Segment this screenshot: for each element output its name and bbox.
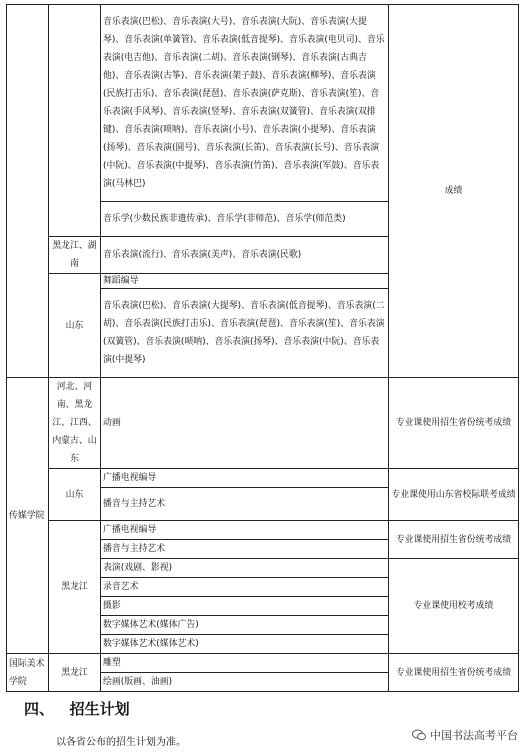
- major-cell: 广播电视编导: [101, 469, 389, 488]
- table-row: [7, 378, 519, 469]
- watermark: [412, 727, 518, 743]
- note-cell: 专业课使用招生省份统考成绩: [389, 378, 519, 469]
- major-cell: 摄影: [101, 597, 389, 616]
- major-cell: 数字媒体艺术(媒体艺术): [101, 635, 389, 654]
- college-cell: 传媒学院: [7, 378, 49, 654]
- college-cell: [7, 5, 49, 378]
- wechat-icon: [412, 729, 426, 741]
- major-cell: 动画: [101, 378, 389, 469]
- college-cell: 国际美术学院: [7, 654, 49, 692]
- watermark-text: 中国书法高考平台: [430, 729, 518, 742]
- province-cell: 黑龙江: [49, 654, 101, 692]
- major-cell: 音乐表演(巴松)、音乐表演(大提琴)、音乐表演(低音提琴)、音乐表演(二胡)、音乐表演(民族打击乐)、音乐表演(琵琶)、音乐表演(笙)、音乐表演(双簧管)、音乐表演(唢呐)、音乐表演(扬琴)、音乐表演(中阮)、音乐表演(中提琴): [101, 289, 389, 378]
- note-cell: 成绩: [389, 5, 519, 378]
- major-cell: 播音与主持艺术: [101, 488, 389, 521]
- major-cell: 数字媒体艺术(媒体广告): [101, 616, 389, 635]
- province-cell: 河北、河南、黑龙江、江西、内蒙古、山东: [49, 378, 101, 469]
- table-row: [7, 5, 519, 202]
- province-cell: 黑龙江: [49, 521, 101, 654]
- major-cell: 雕塑: [101, 654, 389, 673]
- note-cell: 专业课使用山东省校际联考成绩: [389, 469, 519, 521]
- province-cell: 黑龙江、湖南: [49, 237, 101, 274]
- table-row: [7, 654, 519, 673]
- note-cell: 专业课使用校考成绩: [389, 559, 519, 654]
- major-cell: 广播电视编导: [101, 521, 389, 540]
- admission-table: [6, 4, 519, 692]
- note-cell: 专业课使用招生省份统考成绩: [389, 654, 519, 692]
- major-cell: 绘画(版画、油画): [101, 673, 389, 692]
- major-cell: 播音与主持艺术: [101, 540, 389, 559]
- major-cell: 音乐学(少数民族非遗传承)、音乐学(非师范)、音乐学(师范类): [101, 202, 389, 237]
- province-cell: 山东: [49, 274, 101, 378]
- province-cell: [49, 5, 101, 237]
- major-cell: 音乐表演(流行)、音乐表演(美声)、音乐表演(民歌): [101, 237, 389, 274]
- major-cell: 舞蹈编导: [101, 274, 389, 289]
- province-cell: 山东: [49, 469, 101, 521]
- table-row: [7, 521, 519, 540]
- table-row: [7, 469, 519, 488]
- plan-note: 以各省公布的招生计划为准。: [56, 737, 186, 748]
- section-heading: 四、 招生计划: [24, 700, 130, 718]
- major-cell: 录音艺术: [101, 578, 389, 597]
- major-cell: 表演(戏剧、影视): [101, 559, 389, 578]
- major-cell: 音乐表演(巴松)、音乐表演(大号)、音乐表演(大阮)、音乐表演(大提琴)、音乐表演(单簧管)、音乐表演(低音提琴)、音乐表演(电贝司)、音乐表演(电吉他)、音乐表演(二胡)、音乐表演(钢琴)、音乐表演(古典吉他)、音乐表演(古筝)、音乐表演(架子鼓)、音乐表演(柳琴)、音乐表演(民族打击乐)、音乐表演(琵琶)、音乐表演(萨克斯)、音乐表演(笙)、音乐表演(手风琴)、音乐表演(竖琴)、音乐表演(双簧管)、音乐表演(双排键)、音乐表演(唢呐)、音乐表演(小号)、音乐表演(小提琴)、音乐表演(扬琴)、音乐表演(圆号)、音乐表演(长笛)、音乐表演(长号)、音乐表演(中阮)、音乐表演(中提琴)、音乐表演(竹笛)、音乐表演(军鼓)、音乐表演(马林巴): [101, 5, 389, 202]
- note-cell: 专业课使用招生省份统考成绩: [389, 521, 519, 559]
